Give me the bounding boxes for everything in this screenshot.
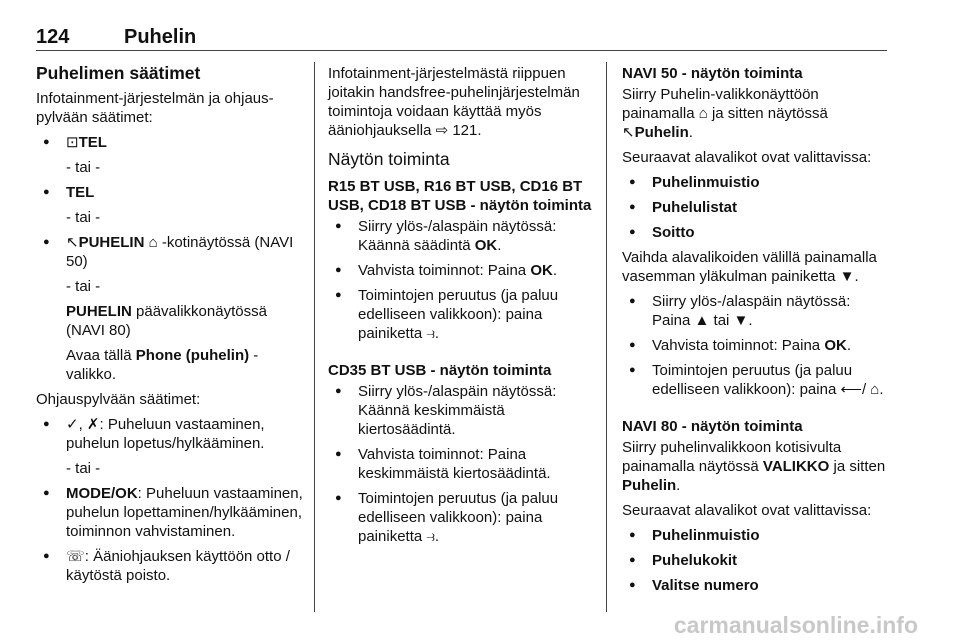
paragraph-text: Siirry puhelinvalikkoon kotisivulta painamalla näytössä: [622, 439, 842, 475]
column-3: [622, 64, 892, 601]
list-item: [328, 445, 596, 483]
r15-list: [328, 217, 596, 343]
paragraph: [622, 438, 892, 495]
list-text: Vahvista toiminnot: Paina keskimmäistä kiertosäädintä.: [358, 446, 551, 482]
or-text: - tai -: [66, 278, 101, 295]
list-subtext: [36, 302, 306, 340]
list-text: Siirry ylös-/alaspäin näytössä: Paina ▲ tai ▼.: [652, 293, 851, 329]
section-heading: Puhelimen säätimet: [36, 63, 201, 83]
list-text: Toimintojen peruutus (ja paluu edelliseen valikkoon): paina painiketta ⥽.: [358, 490, 559, 545]
spacer: [622, 405, 892, 417]
list-item: [622, 576, 892, 595]
list-item: [622, 223, 892, 242]
intro-text: Infotainment-järjestelmän ja ohjaus-pylvään säätimet:: [36, 90, 274, 126]
list-text: : Puheluun vastaaminen, puhelun lopetus/hylkääminen.: [66, 416, 265, 452]
list-text: Siirry ylös-/alaspäin näytössä: Käännä säädintä: [358, 218, 557, 254]
mode-ok-label: MODE/OK: [66, 485, 138, 502]
list-item: [622, 336, 892, 355]
puhelin-label: Puhelin: [622, 477, 677, 494]
column-1: [36, 64, 306, 591]
list-item: [622, 551, 892, 570]
steering-controls-list: [36, 415, 306, 585]
navi50-submenu-list: [622, 173, 892, 242]
list-text: Vahvista toiminnot: Paina: [652, 337, 825, 354]
puhelin-label: PUHELIN: [78, 234, 145, 251]
list-item: [328, 286, 596, 343]
list-item: [328, 382, 596, 439]
section-heading: Näytön toiminta: [328, 149, 450, 169]
cd35-list: [328, 382, 596, 546]
intro-text: Infotainment-järjestelmästä riippuen joitakin handsfree-puhelinjärjestelmän toimintoja voidaan käyttää myös ääniohjauksella ⇨ 121.: [328, 65, 580, 139]
list-item: [36, 233, 306, 271]
list-item: [328, 217, 596, 255]
list-text: .: [552, 262, 557, 279]
list-text: Siirry ylös-/alaspäin näytössä: Käännä keskimmäistä kiertosäädintä.: [358, 383, 557, 438]
puhelin-label: PUHELIN: [66, 303, 132, 320]
submenu-label: Puhelulistat: [652, 199, 738, 216]
or-text: - tai -: [66, 460, 101, 477]
ok-label: OK: [474, 237, 498, 254]
footer-watermark: carmanualsonline.info: [673, 612, 918, 638]
list-item: [622, 361, 892, 399]
ohjaus-text: Ohjauspylvään säätimet:: [36, 391, 201, 408]
paragraph: Seuraavat alavalikot ovat valittavissa:: [622, 502, 872, 519]
subheading: NAVI 80 - näytön toiminta: [622, 418, 803, 435]
phone-icon: ↖: [622, 124, 635, 141]
paragraph-text: Siirry Puhelin-valikkonäyttöön painamalla: [622, 86, 819, 122]
list-item: [622, 173, 892, 192]
list-item: [36, 484, 306, 541]
submenu-label: Valitse numero: [652, 577, 759, 594]
paragraph: Seuraavat alavalikot ovat valittavissa:: [622, 149, 872, 166]
list-item: [622, 198, 892, 217]
header-rule: [36, 50, 887, 51]
navi50-nav-list: [622, 292, 892, 399]
list-item: [328, 489, 596, 546]
list-text: Vahvista toiminnot: Paina: [358, 262, 531, 279]
list-text: -valikko.: [66, 347, 259, 383]
list-item: [36, 547, 306, 585]
home-icon: ⌂: [698, 105, 708, 122]
phone-icon: ↖: [66, 234, 79, 251]
page-title: Puhelin: [124, 26, 197, 48]
list-text: : Ääniohjauksen käyttöön otto / käytöstä poisto.: [66, 548, 290, 584]
answer-hangup-icons: ✓, ✗: [66, 416, 100, 433]
or-text: - tai -: [66, 209, 101, 226]
puhelin-label: Puhelin: [634, 124, 689, 141]
paragraph-text: ja sitten: [829, 458, 886, 475]
valikko-label: VALIKKO: [762, 458, 830, 475]
list-text: Toimintojen peruutus (ja paluu edelliseen valikkoon): paina painiketta ⥽.: [358, 287, 559, 342]
tel-label: TEL: [66, 184, 95, 201]
paragraph-text: ja sitten näytössä: [707, 105, 828, 122]
list-text: Toimintojen peruutus (ja paluu edelliseen valikkoon): paina ⟵/ ⌂.: [652, 362, 884, 398]
submenu-label: Puhelinmuistio: [652, 174, 760, 191]
submenu-label: Puhelinmuistio: [652, 527, 760, 544]
list-item: [36, 133, 306, 152]
subheading: R15 BT USB, R16 BT USB, CD16 BT USB, CD18 BT USB - näytön toiminta: [328, 178, 592, 214]
spacer: [328, 349, 596, 361]
submenu-label: Puhelukokit: [652, 552, 738, 569]
list-text: Avaa tällä: [66, 347, 136, 364]
column-divider-2: [606, 62, 607, 612]
list-text: : Puheluun vastaaminen, puhelun lopettaminen/hylkääminen, toiminnon vahvistaminen.: [66, 485, 303, 540]
list-subtext: [36, 346, 306, 384]
column-2: [328, 64, 596, 552]
controls-list: [36, 133, 306, 384]
page-number: 124: [36, 26, 70, 48]
voice-control-icon: ☏: [66, 548, 85, 565]
subheading: NAVI 50 - näytön toiminta: [622, 65, 803, 82]
paragraph-text: .: [676, 477, 681, 494]
list-text: -kotinäytössä (NAVI 50): [66, 234, 294, 270]
page-header: [36, 26, 196, 49]
column-divider-1: [314, 62, 315, 612]
list-item: [36, 183, 306, 202]
list-item: [328, 261, 596, 280]
menu-label: Phone (puhelin): [135, 347, 250, 364]
tel-label: TEL: [78, 134, 107, 151]
paragraph-text: .: [688, 124, 693, 141]
home-icon: ⌂: [148, 234, 158, 251]
paragraph: [622, 85, 892, 142]
submenu-label: Soitto: [652, 224, 695, 241]
navi80-submenu-list: [622, 526, 892, 595]
tel-button-icon: ⊡: [66, 134, 79, 151]
list-text: .: [497, 237, 502, 254]
subheading: CD35 BT USB - näytön toiminta: [328, 362, 552, 379]
list-text: .: [846, 337, 851, 354]
list-item: [36, 415, 306, 453]
or-text: - tai -: [66, 159, 101, 176]
list-item: [622, 526, 892, 545]
ok-label: OK: [824, 337, 847, 354]
list-item: [622, 292, 892, 330]
paragraph: Vaihda alavalikoiden välillä painamalla vasemman yläkulman painiketta ▼.: [622, 249, 877, 285]
ok-label: OK: [530, 262, 553, 279]
list-text: päävalikkonäytössä (NAVI 80): [66, 303, 267, 339]
